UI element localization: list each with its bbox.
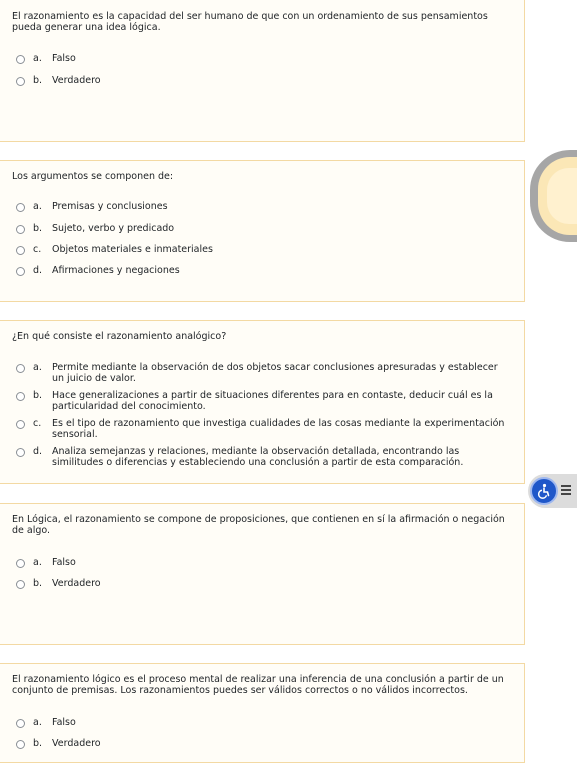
option-letter: c. xyxy=(33,244,42,255)
question-card-3 xyxy=(0,320,525,484)
radio-button[interactable] xyxy=(16,225,25,234)
accessibility-icon[interactable] xyxy=(530,477,558,505)
option-letter: a. xyxy=(33,53,42,64)
option-letter: a. xyxy=(33,557,42,568)
radio-button[interactable] xyxy=(16,246,25,255)
question-card-1 xyxy=(0,0,525,142)
question-card-5 xyxy=(0,663,525,763)
accessibility-toolbar[interactable] xyxy=(528,474,577,508)
floating-side-widget[interactable] xyxy=(530,150,577,242)
option-label: Afirmaciones y negaciones xyxy=(52,265,180,276)
radio-button[interactable] xyxy=(16,580,25,589)
option-label: Falso xyxy=(52,557,76,568)
option-letter: b. xyxy=(33,738,43,749)
question-text: En Lógica, el razonamiento se compone de proposiciones, que contienen en sí la afirmación o negación de algo. xyxy=(12,514,505,536)
option-letter: a. xyxy=(33,717,42,728)
option-letter: d. xyxy=(33,265,43,276)
radio-button[interactable] xyxy=(16,77,25,86)
question-text: Los argumentos se componen de: xyxy=(12,171,174,182)
option-label: Analiza semejanzas y relaciones, mediante la observación detallada, encontrando las similitudes o diferencias y estableciendo una conclusión a partir de esta comparación. xyxy=(52,446,464,468)
radio-button[interactable] xyxy=(16,448,25,457)
option-label: Verdadero xyxy=(52,578,101,589)
option-label: Verdadero xyxy=(52,738,101,749)
floating-widget-ring xyxy=(538,157,577,235)
question-text: El razonamiento es la capacidad del ser humano de que con un ordenamiento de sus pensamientos pueda generar una idea lógica. xyxy=(12,11,488,33)
option-letter: c. xyxy=(33,418,42,429)
option-label: Falso xyxy=(52,53,76,64)
question-card-2 xyxy=(0,160,525,302)
radio-button[interactable] xyxy=(16,364,25,373)
option-letter: b. xyxy=(33,75,43,86)
menu-icon[interactable] xyxy=(561,485,571,497)
option-letter: a. xyxy=(33,201,42,212)
option-label: Sujeto, verbo y predicado xyxy=(52,223,175,234)
radio-button[interactable] xyxy=(16,55,25,64)
radio-button[interactable] xyxy=(16,203,25,212)
radio-button[interactable] xyxy=(16,559,25,568)
radio-button[interactable] xyxy=(16,719,25,728)
option-label: Premisas y conclusiones xyxy=(52,201,168,212)
radio-button[interactable] xyxy=(16,267,25,276)
question-text: ¿En qué consiste el razonamiento analógico? xyxy=(12,331,227,342)
option-label: Objetos materiales e inmateriales xyxy=(52,244,213,255)
radio-button[interactable] xyxy=(16,740,25,749)
option-letter: d. xyxy=(33,446,43,457)
floating-widget-face xyxy=(547,168,577,224)
option-letter: a. xyxy=(33,362,42,373)
question-text: El razonamiento lógico es el proceso mental de realizar una inferencia de una conclusión a partir de un conjunto de premisas. Los razonamientos puedes ser válidos correctos o no válidos incorrectos. xyxy=(12,674,504,696)
radio-button[interactable] xyxy=(16,420,25,429)
option-letter: b. xyxy=(33,223,43,234)
option-label: Es el tipo de razonamiento que investiga cualidades de las cosas mediante la experimentación sensorial. xyxy=(52,418,505,440)
option-label: Hace generalizaciones a partir de situaciones diferentes para en contaste, deducir cuál es la particularidad del conocimiento. xyxy=(52,390,493,412)
radio-button[interactable] xyxy=(16,392,25,401)
option-letter: b. xyxy=(33,578,43,589)
question-card-4 xyxy=(0,503,525,645)
option-label: Falso xyxy=(52,717,76,728)
option-label: Permite mediante la observación de dos objetos sacar conclusiones apresuradas y establecer un juicio de valor. xyxy=(52,362,498,384)
option-label: Verdadero xyxy=(52,75,101,86)
option-letter: b. xyxy=(33,390,43,401)
